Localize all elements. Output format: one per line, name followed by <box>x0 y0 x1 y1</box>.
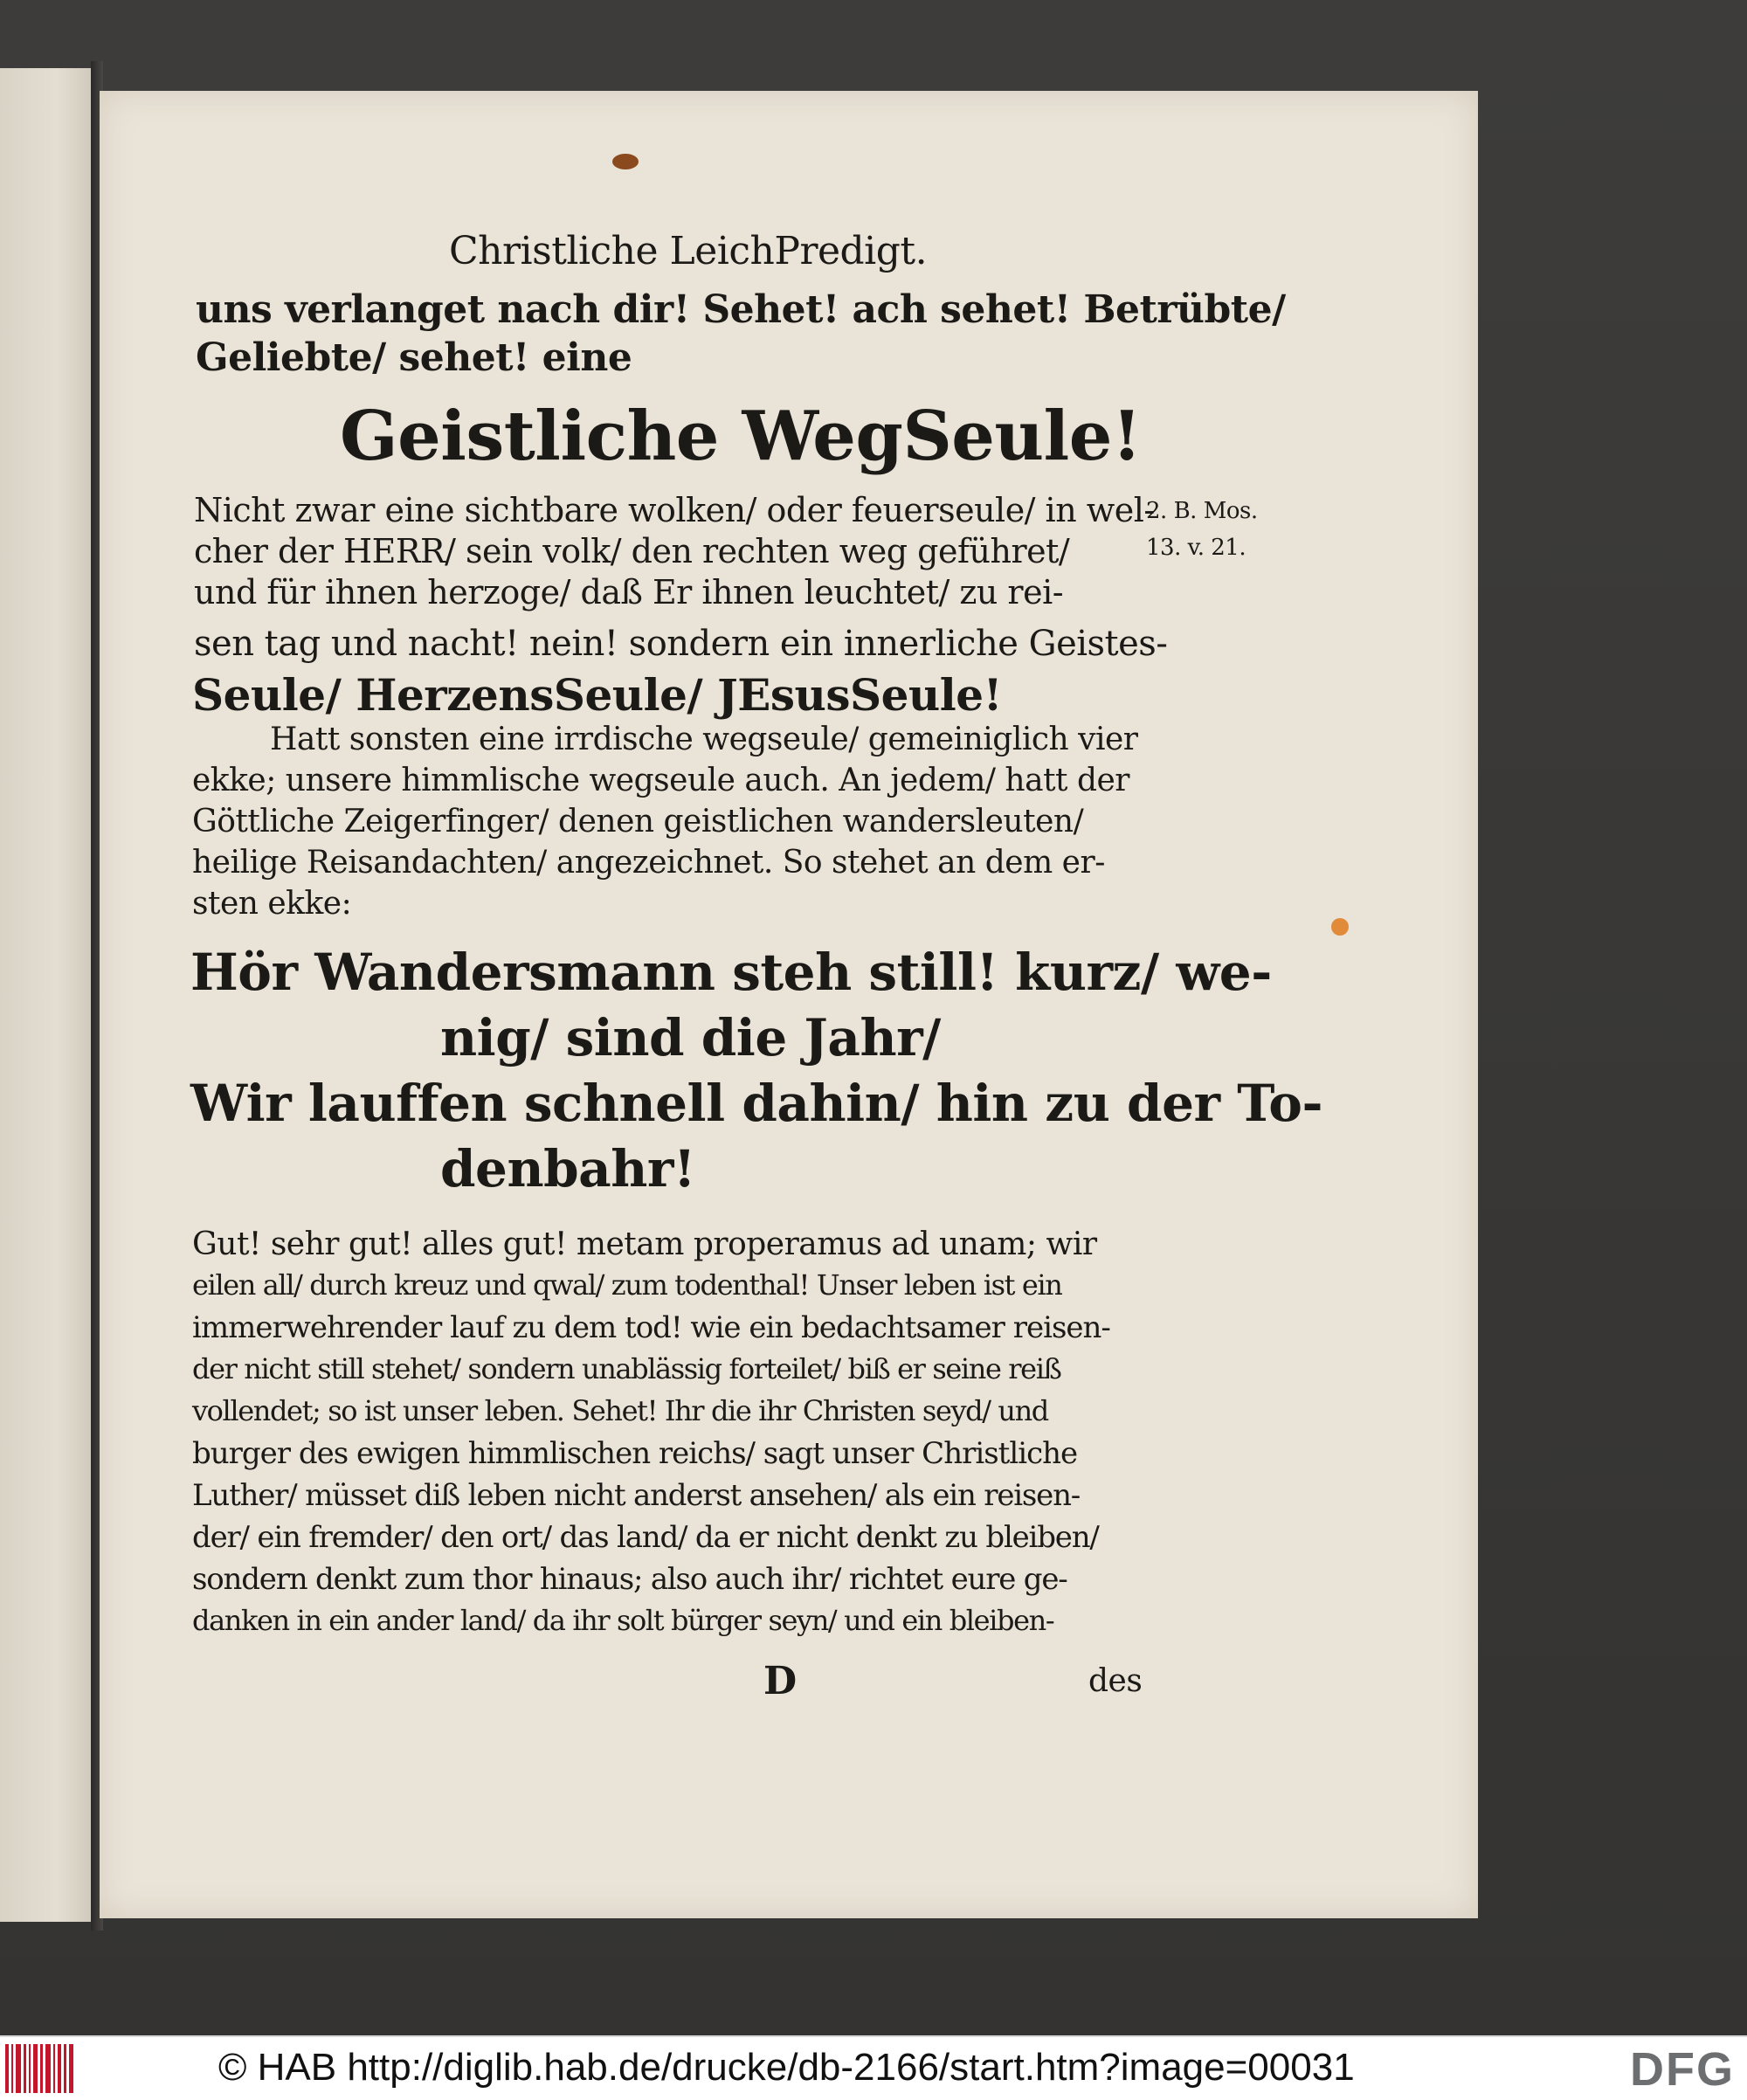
text-line: Gut! sehr gut! alles gut! metam properamus ad unam; wir <box>192 1226 1097 1262</box>
text-line: heilige Reisandachten/ angezeichnet. So stehet an dem er- <box>192 845 1105 881</box>
section-heading: Geistliche WegSeule! <box>340 397 1142 476</box>
ink-stain-top <box>612 154 639 169</box>
text-line: danken in ein ander land/ da ihr solt bürger seyn/ und ein bleiben- <box>192 1604 1054 1637</box>
signature-mark: D <box>763 1659 797 1703</box>
running-head: Christliche LeichPredigt. <box>449 229 928 273</box>
barcode-icon <box>5 2044 73 2093</box>
text-line: Hatt sonsten eine irrdische wegseule/ gemeiniglich vier <box>270 722 1138 757</box>
verse-line: nig/ sind die Jahr/ <box>440 1008 941 1067</box>
text-line: Nicht zwar eine sichtbare wolken/ oder feuerseule/ in wel- <box>194 491 1155 529</box>
text-line: und für ihnen herzoge/ daß Er ihnen leuchtet/ zu rei- <box>194 573 1064 611</box>
text-line: Luther/ müsset diß leben nicht anderst ansehen/ als ein reisen- <box>192 1478 1081 1513</box>
text-line: vollendet; so ist unser leben. Sehet! Ihr die ihr Christen seyd/ und <box>192 1394 1048 1427</box>
text-line: eilen all/ durch kreuz und qwal/ zum todenthal! Unser leben ist ein <box>192 1268 1062 1302</box>
dfg-logo: DFG <box>1630 2043 1735 2096</box>
text-line: sondern denkt zum thor hinaus; also auch ihr/ richtet eure ge- <box>192 1562 1067 1597</box>
text-line: sten ekke: <box>192 886 352 922</box>
text-line: Geliebte/ sehet! eine <box>196 335 632 380</box>
text-line: der nicht still stehet/ sondern unablässig forteilet/ biß er seine reiß <box>192 1352 1061 1385</box>
text-line: sen tag und nacht! nein! sondern ein innerliche Geistes- <box>194 624 1168 664</box>
text-line: der/ ein fremder/ den ort/ das land/ da er nicht denkt zu bleiben/ <box>192 1520 1099 1555</box>
previous-page-edge <box>0 68 94 1922</box>
ink-stain-right <box>1331 918 1349 936</box>
text-line: cher der HERR/ sein volk/ den rechten weg geführet/ <box>194 532 1070 570</box>
margin-note: 2. B. Mos. <box>1146 498 1258 524</box>
margin-note: 13. v. 21. <box>1146 535 1246 561</box>
text-line: immerwehrender lauf zu dem tod! wie ein bedachtsamer reisen- <box>192 1310 1110 1345</box>
verse-line: Hör Wandersmann steh still! kurz/ we- <box>190 943 1272 1002</box>
catchword: des <box>1088 1663 1143 1699</box>
text-line: Göttliche Zeigerfinger/ denen geistlichen wandersleuten/ <box>192 804 1084 839</box>
viewer-footer <box>0 2035 1747 2100</box>
book-page <box>100 91 1478 1918</box>
text-line: Seule/ HerzensSeule/ JEsusSeule! <box>192 669 1003 721</box>
text-line: uns verlanget nach dir! Sehet! ach sehet! Betrübte/ <box>196 287 1286 332</box>
copyright-link[interactable]: © HAB http://diglib.hab.de/drucke/db-2166/start.htm?image=00031 <box>218 2046 1355 2089</box>
text-line: ekke; unsere himmlische wegseule auch. An jedem/ hatt der <box>192 763 1129 798</box>
verse-line: Wir lauffen schnell dahin/ hin zu der To- <box>190 1074 1323 1133</box>
verse-line: denbahr! <box>440 1139 695 1199</box>
text-line: burger des ewigen himmlischen reichs/ sagt unser Christliche <box>192 1436 1078 1471</box>
